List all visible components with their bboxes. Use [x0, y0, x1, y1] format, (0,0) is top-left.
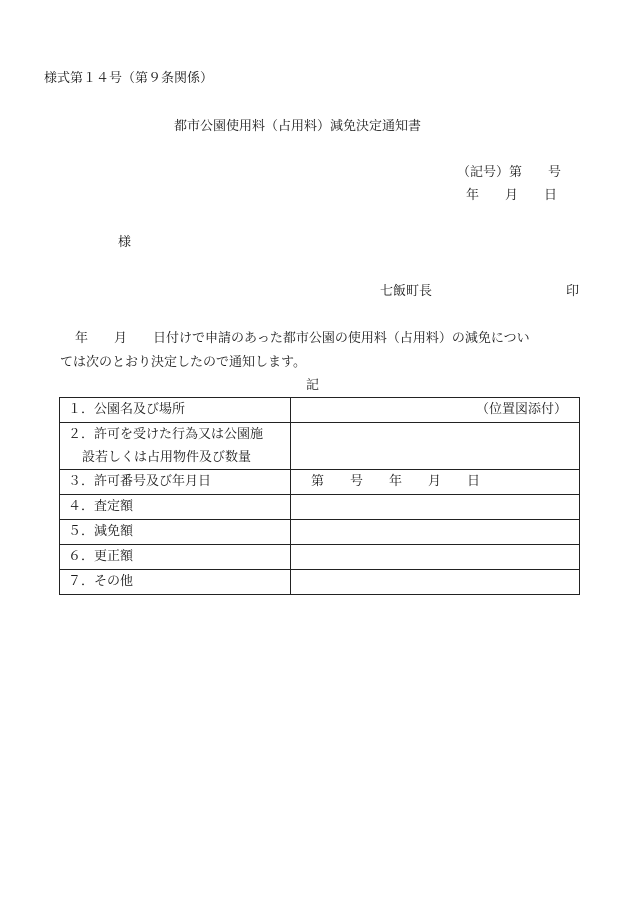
row-label: １．公園名及び場所 — [60, 398, 291, 423]
table-row — [60, 520, 580, 545]
row-value — [291, 520, 580, 545]
table-row — [60, 570, 580, 595]
seal-mark: 印 — [566, 284, 580, 299]
ki-heading: 記 — [306, 378, 320, 393]
addressee-suffix: 様 — [118, 235, 132, 250]
row-label: ３．許可番号及び年月日 — [60, 470, 291, 495]
issuer-name: 七飯町長 — [380, 284, 433, 299]
row-label-line1: ２．許可を受けた行為又は公園施 — [68, 427, 264, 442]
table-row — [60, 398, 580, 423]
row-value — [291, 495, 580, 520]
row-label-line2: 設若しくは占用物件及び数量 — [82, 450, 252, 465]
row-label: ５．減免額 — [60, 520, 291, 545]
table-row — [60, 423, 580, 470]
row-value — [291, 570, 580, 595]
table-row — [60, 545, 580, 570]
document-title: 都市公園使用料（占用料）減免決定通知書 — [174, 119, 422, 134]
row-value — [291, 545, 580, 570]
row-value — [291, 470, 580, 495]
map-attached-note: （位置図添付） — [475, 402, 567, 417]
body-text-line1: 年 月 日付けで申請のあった都市公園の使用料（占用料）の減免につい — [75, 331, 530, 346]
details-table — [59, 397, 580, 595]
row-label — [60, 423, 291, 470]
table-row — [60, 470, 580, 495]
body-text-line2: ては次のとおり決定したので通知します。 — [60, 355, 306, 370]
row-label: ４．査定額 — [60, 495, 291, 520]
form-number: 様式第１４号（第９条関係） — [44, 71, 214, 86]
row-label: ６．更正額 — [60, 545, 291, 570]
permit-number-date: 第 号 年 月 日 — [311, 474, 481, 489]
row-label: ７．その他 — [60, 570, 291, 595]
table-row — [60, 495, 580, 520]
reference-number: （記号）第 号 — [457, 165, 562, 180]
row-value — [291, 398, 580, 423]
row-value — [291, 423, 580, 470]
issue-date: 年 月 日 — [466, 188, 558, 203]
